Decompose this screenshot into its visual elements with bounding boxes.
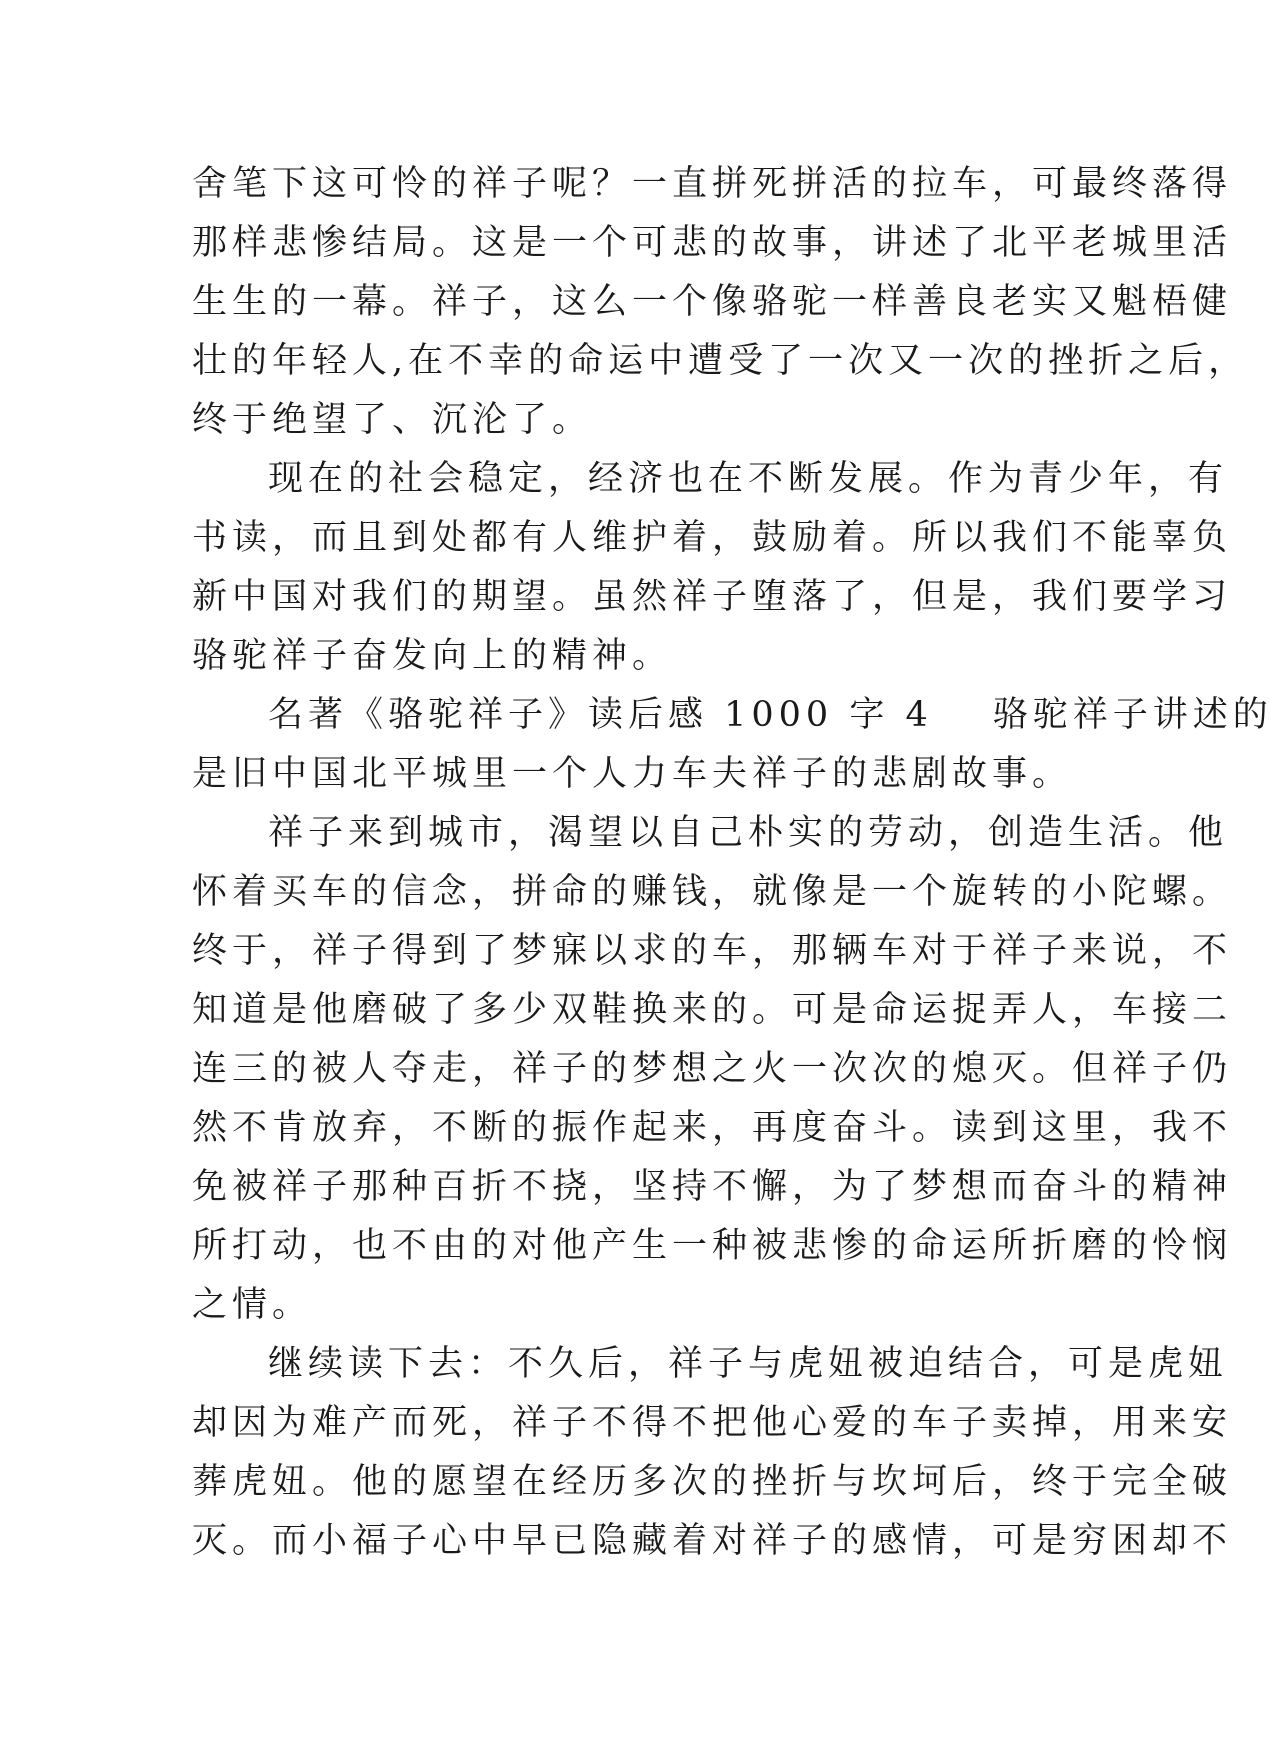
heading-trailing-text: 骆驼祥子讲述的 — [992, 695, 1273, 735]
text-line: 骆驼祥子奋发向上的精神。 — [192, 636, 673, 676]
text-line: 怀着买车的信念，拼命的赚钱，就像是一个旋转的小陀螺。 — [192, 872, 1233, 912]
text-line: 却因为难产而死，祥子不得不把他心爱的车子卖掉，用来安 — [192, 1403, 1233, 1443]
paragraph-start-line: 现在的社会稳定，经济也在不断发展。作为青少年，有 — [268, 459, 1229, 499]
text-line: 连三的被人夺走，祥子的梦想之火一次次的熄灭。但祥子仍 — [192, 1049, 1233, 1089]
text-line: 免被祥子那种百折不挠，坚持不懈，为了梦想而奋斗的精神 — [192, 1167, 1233, 1207]
text-line: 灭。而小福子心中早已隐藏着对祥子的感情，可是穷困却不 — [192, 1521, 1233, 1561]
text-line: 终于，祥子得到了梦寐以求的车，那辆车对于祥子来说，不 — [192, 931, 1233, 971]
paragraph-start-line: 继续读下去：不久后，祥子与虎妞被迫结合，可是虎妞 — [268, 1344, 1229, 1384]
text-line: 新中国对我们的期望。虽然祥子堕落了，但是，我们要学习 — [192, 577, 1233, 617]
section-heading-line — [192, 686, 1273, 745]
text-line: 那样悲惨结局。这是一个可悲的故事，讲述了北平老城里活 — [192, 223, 1233, 263]
text-line: 所打动，也不由的对他产生一种被悲惨的命运所折磨的怜悯 — [192, 1226, 1233, 1266]
text-line: 书读，而且到处都有人维护着，鼓励着。所以我们不能辜负 — [192, 518, 1233, 558]
text-line: 然不肯放弃，不断的振作起来，再度奋斗。读到这里，我不 — [192, 1108, 1233, 1148]
text-line: 生生的一幕。祥子，这么一个像骆驼一样善良老实又魁梧健 — [192, 282, 1233, 322]
body-text — [192, 155, 1273, 1571]
text-line: 舍笔下这可怜的祥子呢？一直拼死拼活的拉车，可最终落得 — [192, 164, 1233, 204]
text-line: 知道是他磨破了多少双鞋换来的。可是命运捉弄人，车接二 — [192, 990, 1233, 1030]
text-line: 壮的年轻人,在不幸的命运中遭受了一次又一次的挫折之后， — [192, 341, 1249, 381]
text-line: 是旧中国北平城里一个人力车夫祥子的悲剧故事。 — [192, 754, 1073, 794]
paragraph-start-line: 祥子来到城市，渴望以自己朴实的劳动，创造生活。他 — [268, 813, 1229, 853]
section-heading: 名著《骆驼祥子》读后感 1000 字 4 — [268, 695, 933, 735]
text-line: 葬虎妞。他的愿望在经历多次的挫折与坎坷后，终于完全破 — [192, 1462, 1233, 1502]
text-line: 之情。 — [192, 1285, 313, 1325]
text-line: 终于绝望了、沉沦了。 — [192, 400, 593, 440]
